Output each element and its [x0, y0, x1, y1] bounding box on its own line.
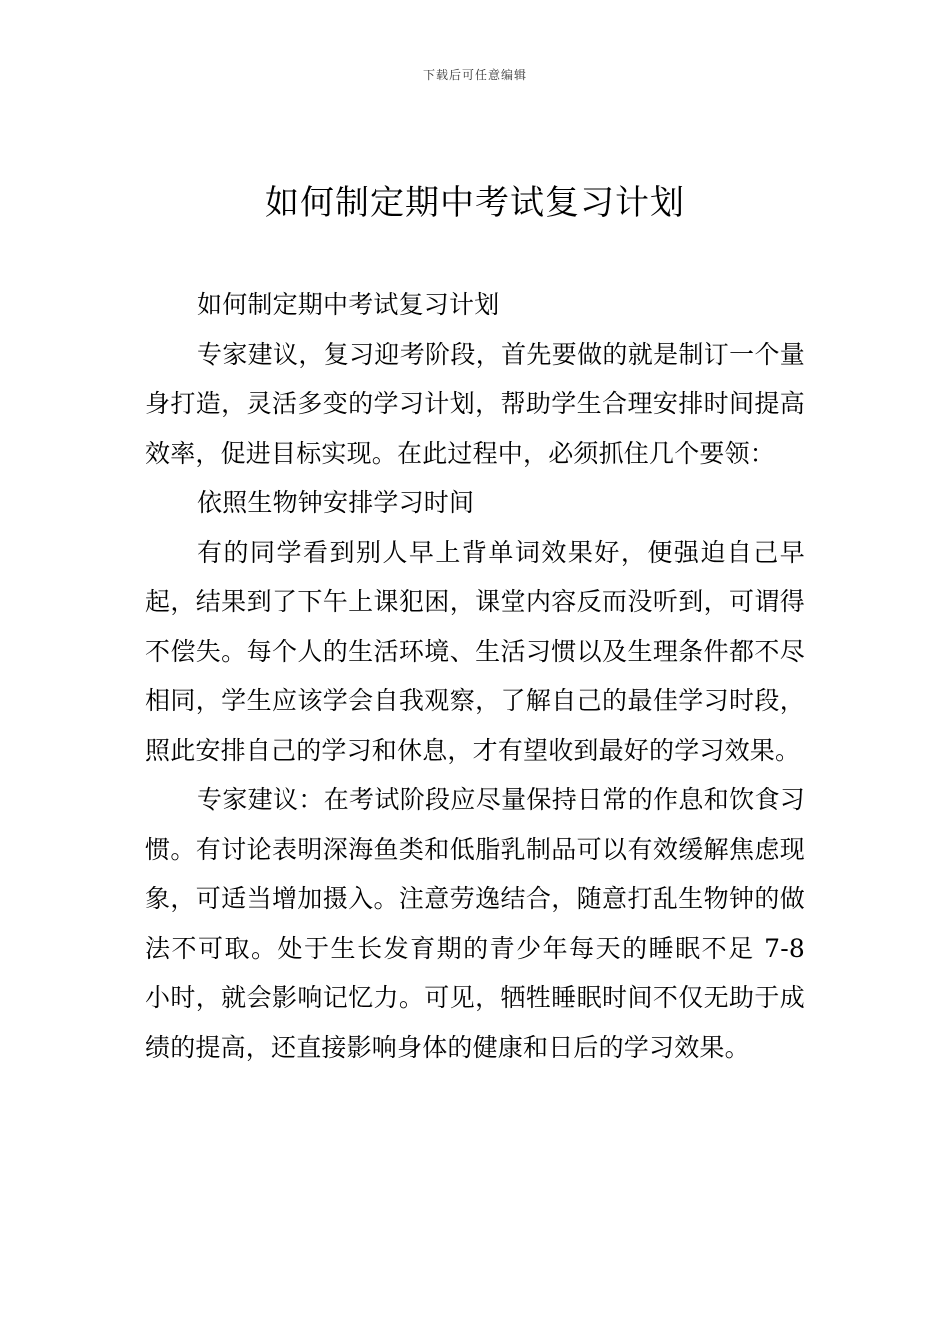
paragraph-subtitle: 如何制定期中考试复习计划 — [197, 290, 500, 319]
paragraph-exam-habits: 专家建议：在考试阶段应尽量保持日常的作息和饮食习惯。有讨论表明深海鱼类和低脂乳制品可以有效缓解焦虑现象，可适当增加摄入。注意劳逸结合，随意打乱生物钟的做法不可取。处于生长发育期的青少年每天的睡眠不足 7-8 小时，就会影响记忆力。可见，牺牲睡眠时间不仅无助于成绩的提高，还直接影响身体的健康和日后的学习效果。 — [145, 785, 805, 1062]
paragraph-expert-advice: 专家建议，复习迎考阶段，首先要做的就是制订一个量身打造，灵活多变的学习计划，帮助学生合理安排时间提高效率，促进目标实现。在此过程中，必须抓住几个要领： — [145, 339, 805, 468]
header-note: 下载后可任意编辑 — [422, 68, 527, 82]
paragraph-biological-clock: 有的同学看到别人早上背单词效果好，便强迫自己早起，结果到了下午上课犯困，课堂内容反而没听到，可谓得不偿失。每个人的生活环境、生活习惯以及生理条件都不尽相同，学生应该学会自我观察，了解自己的最佳学习时段，照此安排自己的学习和休息，才有望收到最好的学习效果。 — [145, 537, 805, 765]
document-body — [145, 280, 805, 1072]
paragraph-section-heading: 依照生物钟安排学习时间 — [197, 488, 475, 517]
document-title: 如何制定期中考试复习计划 — [265, 183, 685, 223]
